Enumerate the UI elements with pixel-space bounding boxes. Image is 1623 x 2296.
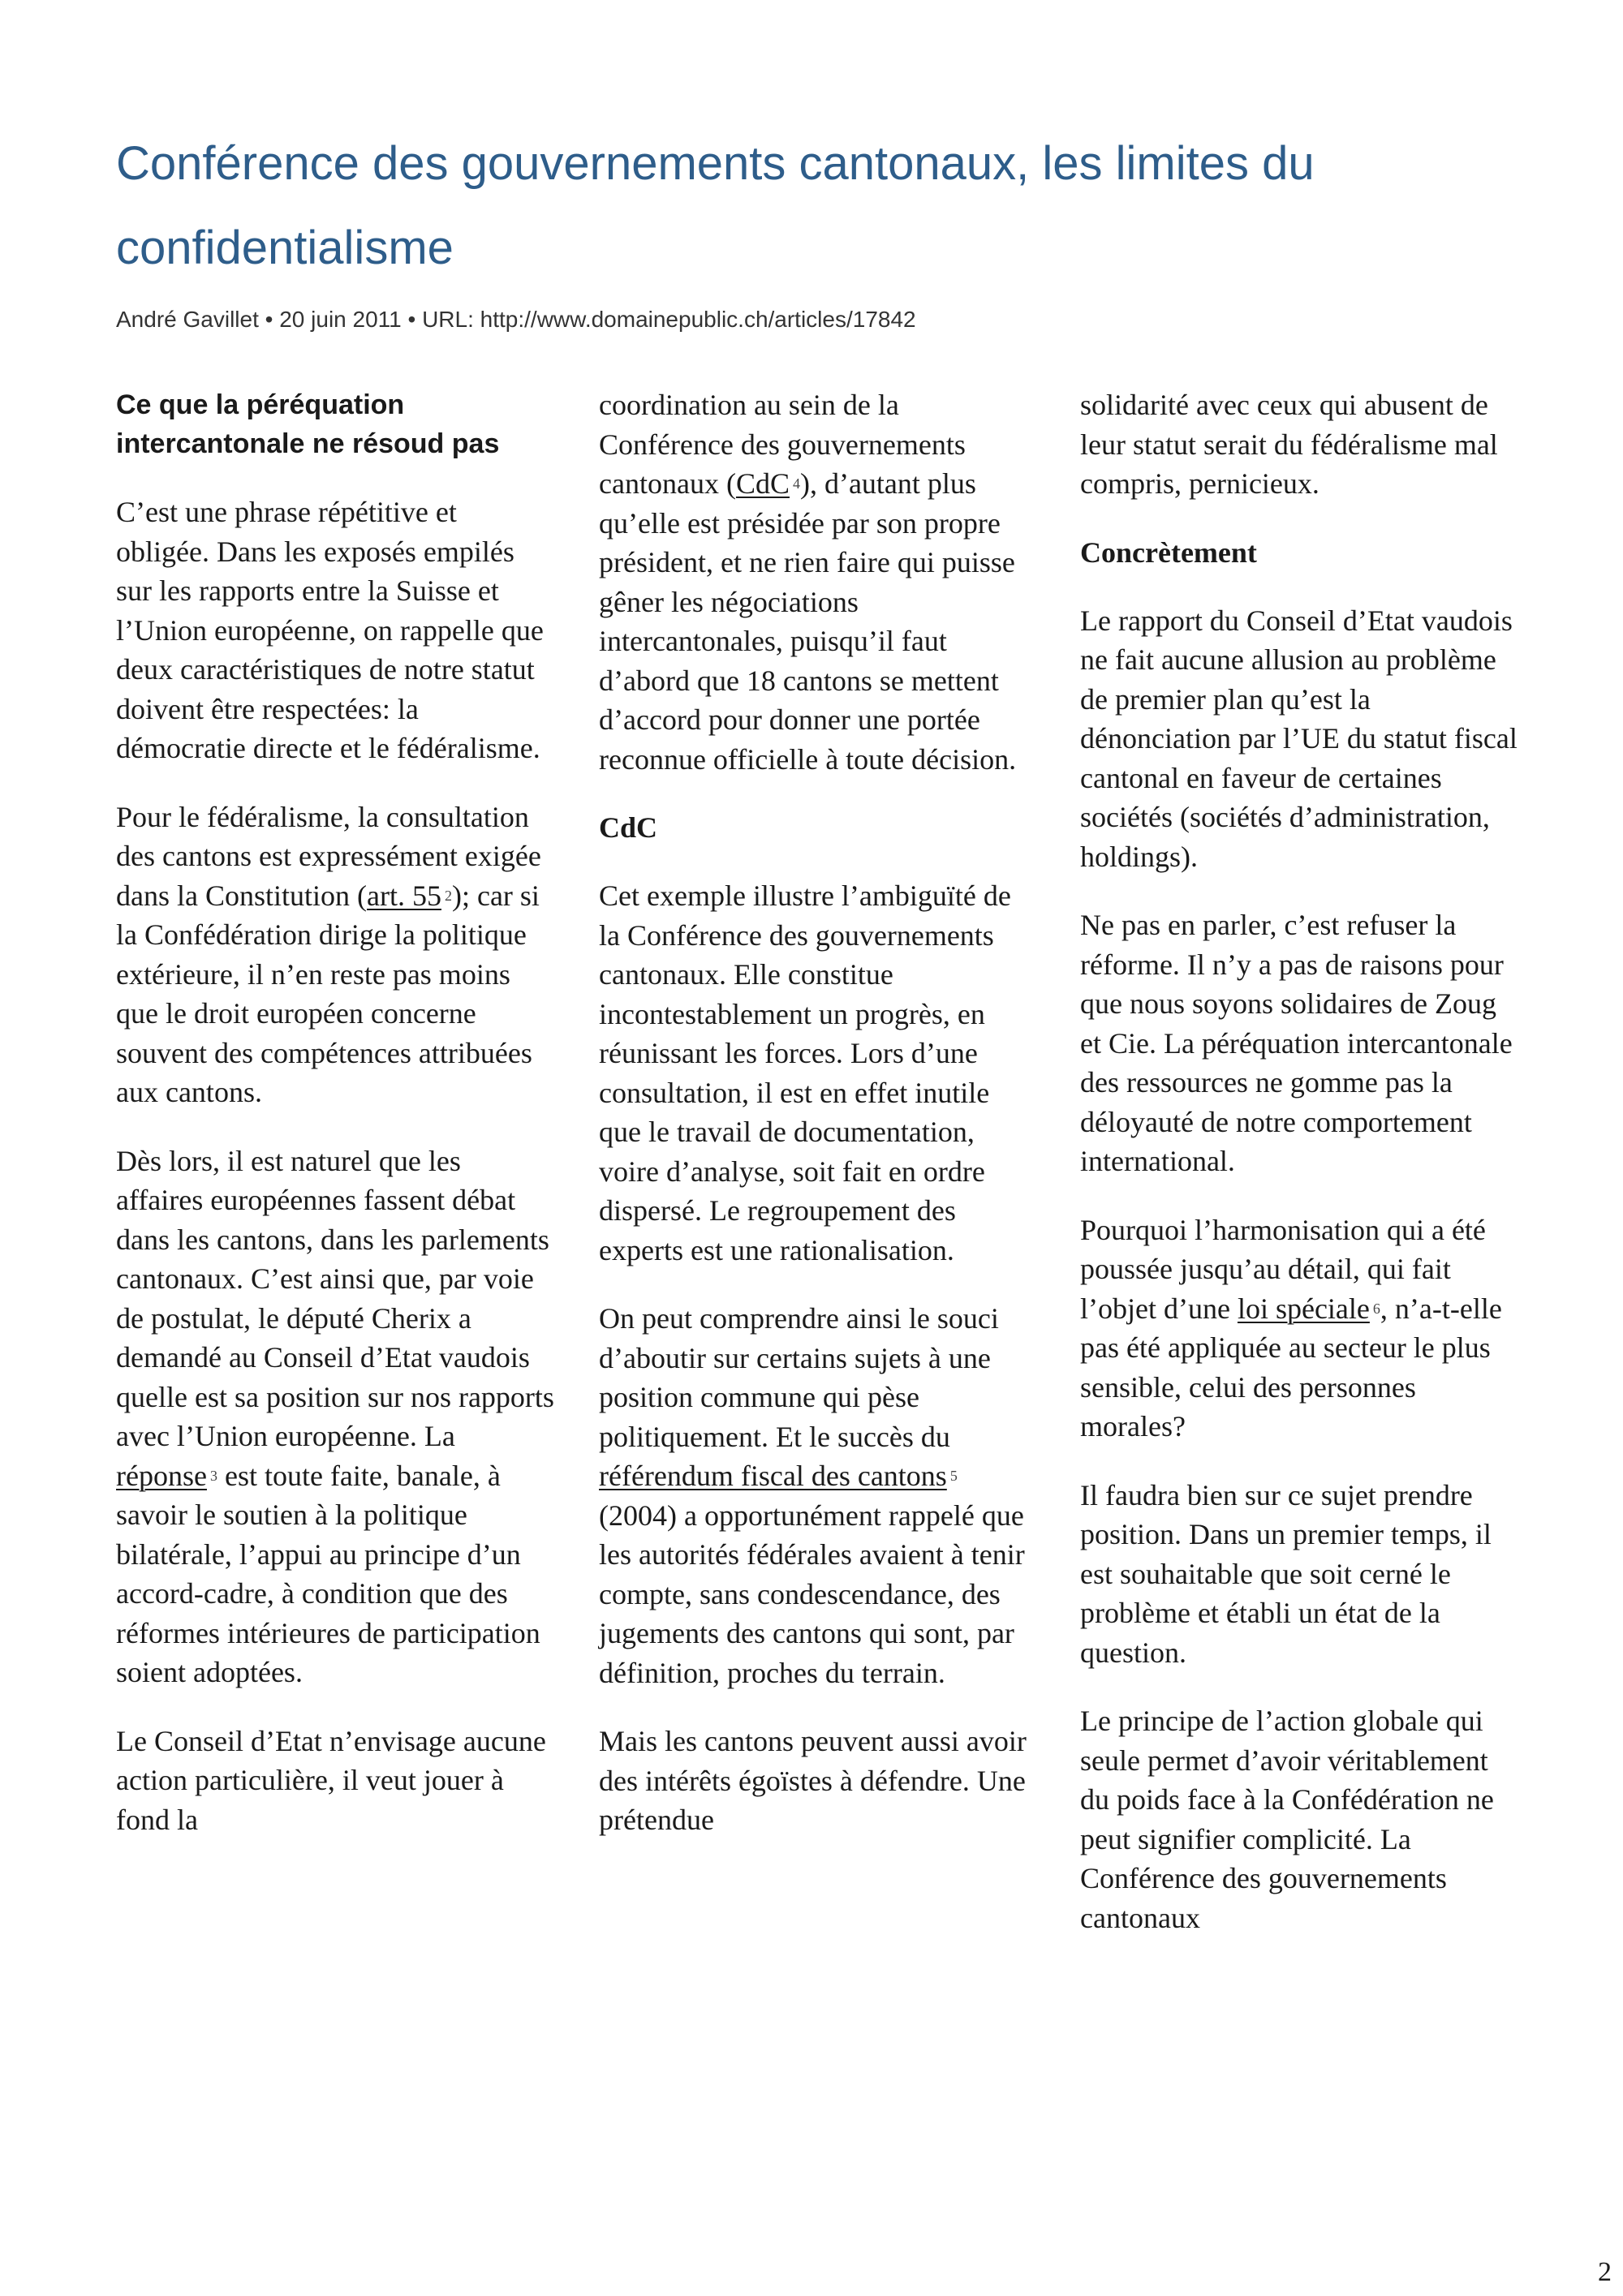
article-byline: André Gavillet • 20 juin 2011 • URL: http://www.domainepublic.ch/articles/17842: [116, 307, 916, 332]
footnote-marker: 2: [444, 887, 452, 904]
paragraph: C’est une phrase répétitive et obligée. Dans les exposés empilés sur les rapports entre la Suisse et l’Union européenne, on rappelle que deux caractéristiques de notre statut doivent être respectées: la démocratie directe et le fédéralisme.: [116, 496, 544, 764]
text-run: , n’a-t-elle pas été appliquée au secteur le plus sensible, celui des personnes morales?: [1080, 1292, 1502, 1443]
section-heading: Concrètement: [1080, 535, 1257, 569]
footnote-marker: 6: [1372, 1300, 1380, 1317]
text-run: (2004) a opportunément rappelé que les autorités fédérales avaient à tenir compte, sans condescendance, des jugements des cantons qui sont, par définition, proches du terrain.: [599, 1498, 1025, 1689]
text-run: ); car si la Confédération dirige la politique extérieure, il n’en reste pas moins que le droit européen concerne souvent des compétences attribuées aux cantons.: [116, 879, 540, 1108]
paragraph: Ne pas en parler, c’est refuser la réforme. Il n’y a pas de raisons pour que nous soyons solidaires de Zoug et Cie. La péréquation intercantonale des ressources ne gomme pas la déloyauté de notre comportement international.: [1080, 909, 1513, 1177]
article-title: Conférence des gouvernements cantonaux, les limites du confidentialisme: [116, 137, 1315, 274]
footnote-marker: 3: [209, 1467, 217, 1484]
paragraph: Il faudra bien sur ce sujet prendre position. Dans un premier temps, il est souhaitable que soit cerné le problème et établi un état de la question.: [1080, 1478, 1492, 1669]
text-column-2: [599, 385, 1037, 1869]
paragraph: [116, 798, 554, 1112]
paragraph: [116, 1142, 554, 1692]
referendum-link[interactable]: référendum fiscal des cantons: [599, 1460, 947, 1492]
text-column-1: [116, 385, 554, 1868]
text-column-3: [1080, 385, 1518, 1967]
cdc-link[interactable]: CdC: [735, 467, 790, 500]
text-run: ), d’autant plus qu’elle est présidée par son propre président, et ne rien faire qui puisse gêner les négociations intercantonales, puisqu’il faut d’abord que 18 cantons se mettent d’accord pour donner une portée reconnue officielle à toute décision.: [599, 467, 1017, 776]
paragraph: Le rapport du Conseil d’Etat vaudois ne fait aucune allusion au problème de premier plan qu’est la dénonciation par l’UE du statut fiscal cantonal en faveur de certaines sociétés (sociétés d’administration, holdings).: [1080, 604, 1518, 873]
section-heading: CdC: [599, 811, 658, 844]
page-number: 2: [1598, 2257, 1612, 2287]
paragraph: Le principe de l’action globale qui seule permet d’avoir véritablement du poids face à la Confédération ne peut signifier complicité. La Conférence des gouvernements cantonaux: [1080, 1705, 1494, 1934]
text-run: Pourquoi l’harmonisation qui a été poussée jusqu’au détail, qui fait l’objet d’une: [1080, 1213, 1486, 1325]
paragraph: [1080, 1210, 1518, 1447]
section-heading: Ce que la péréquation intercantonale ne résoud pas: [116, 389, 500, 459]
reponse-link[interactable]: réponse: [116, 1459, 207, 1492]
footnote-marker: 4: [792, 475, 800, 492]
text-run: On peut comprendre ainsi le souci d’aboutir sur certains sujets à une position commune qui pèse politiquement. Et le succès du: [599, 1302, 999, 1453]
text-run: coordination au sein de la Conférence des gouvernements cantonaux (: [599, 389, 966, 500]
paragraph: Mais les cantons peuvent aussi avoir des intérêts égoïstes à défendre. Une prétendue: [599, 1725, 1027, 1836]
text-run: Dès lors, il est naturel que les affaires européennes fassent débat dans les cantons, dans les parlements cantonaux. C’est ainsi que, par voie de postulat, le député Cherix a demandé au Conseil d’Etat vaudois quelle est sa position sur nos rapports avec l’Union européenne. La: [116, 1144, 554, 1452]
footnote-marker: 5: [949, 1468, 958, 1484]
loi-speciale-link[interactable]: loi spéciale: [1237, 1292, 1370, 1325]
paragraph: solidarité avec ceux qui abusent de leur statut serait du fédéralisme mal compris, pernicieux.: [1080, 389, 1498, 500]
paragraph: [599, 385, 1037, 779]
paragraph: [599, 1299, 1037, 1692]
text-run: est toute faite, banale, à savoir le soutien à la politique bilatérale, l’appui au principe d’un accord-cadre, à condition que des réformes intérieures de participation soient adoptées.: [116, 1459, 540, 1688]
paragraph: Le Conseil d’Etat n’envisage aucune action particulière, il veut jouer à fond la: [116, 1724, 546, 1836]
article-55-link[interactable]: art. 55: [367, 879, 441, 912]
text-run: Pour le fédéralisme, la consultation des cantons est expressément exigée dans la Constitution (: [116, 800, 541, 912]
paragraph: Cet exemple illustre l’ambiguïté de la Conférence des gouvernements cantonaux. Elle constitue incontestablement un progrès, en réunissant les forces. Lors d’une consultation, il est en effet inutile que le travail de documentation, voire d’analyse, soit fait en ordre dispersé. Le regroupement des experts est une rationalisation.: [599, 879, 1011, 1266]
